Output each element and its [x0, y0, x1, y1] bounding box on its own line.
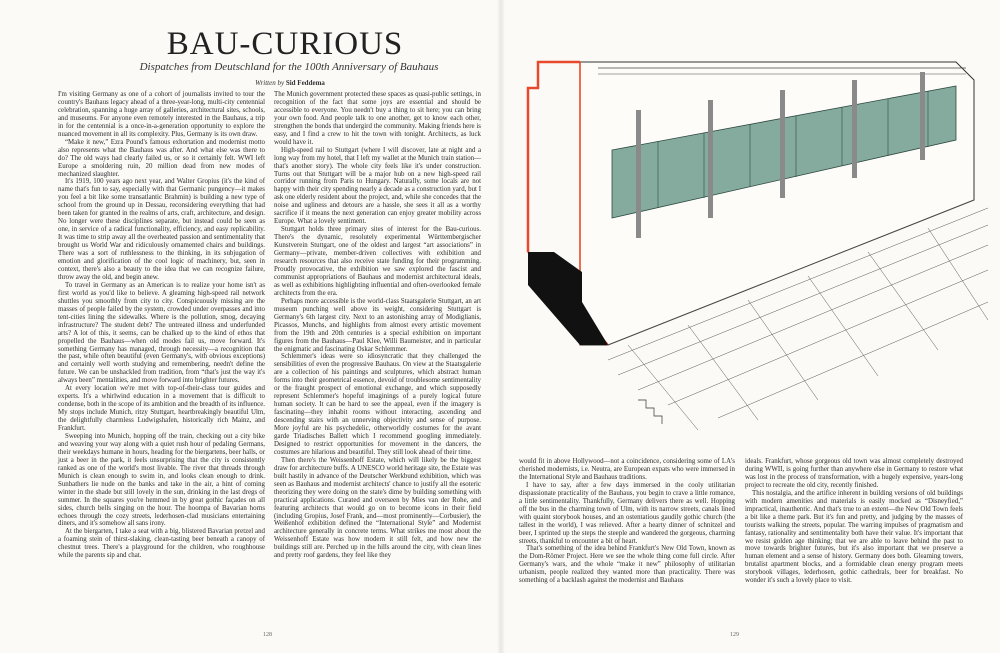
article-subtitle: Dispatches from Deutschland for the 100th Anniversary of Bauhaus [139, 61, 439, 73]
paragraph: Sweeping into Munich, hopping off the train, checking out a city bike and weaving your way along with a quiet rush hour of pedaling Germans, their weekdays humane in hours, heading for the biergartens, beer halls, or just a beer in the park, it feels unsurprising that the city is consistently ranked as one of the world's most livable. The river that threads through Munich is clean enough to swim in, and looks clean enough to drink. Sunbathers lie nude on the banks and take in the air, a hint of coming winter in the shade but still lovely in the sun, drinking in the last dregs of summer. In the squares you're hemmed in by great gothic façades on all sides, church bells singing on the hour. The hoompa of Bavarian horns echoes through the cozy streets, lederhosen-clad musicians entertaining diners, and it's somehow all sans irony. [58, 432, 265, 528]
text-column-3 [519, 458, 735, 618]
paragraph: Stuttgart holds three primary sites of interest for the Bau-curious. There's the dynamic, resolutely experimental Württembergischer Kunstverein Stuttgart, one of the oldest and largest “art associations” in Germany—private, member-driven collectives with exhibition and research resources that also receive state funding for their programming. Proudly provocative, the exhibition we saw explored the fascist and communist appropriations of Bauhaus and modernist architectural ideals, as well as exhibitions highlighting influential and often-overlooked female architects from the era. [274, 226, 481, 297]
paragraph: I have to say, after a few days immersed in the cooly utilitarian dispassionate practicality of the Bauhaus, you begin to crave a little romance, a little sentimentality. Thankfully, Germany delivers there as well. Hopping off the bus in the charming town of Ulm, with its narrow streets, canals lined with quaint storybook houses, and an ostentatious gaudily gothic church (the tallest in the world), I was relieved. After a hearty dinner of schnitzel and beer, I sprinted up the steps the steeple and wandered the gorgeous, charming streets, thankful to encounter a bit of heart. [519, 481, 735, 545]
bauhaus-building-illustration [518, 40, 988, 450]
text-column-1 [58, 91, 265, 616]
text-column-4 [745, 458, 963, 618]
page-number-left: 128 [263, 632, 272, 638]
paragraph: At the biergarten, I take a seat with a big, blistered Bavarian pretzel and a foaming stein of thirst-slaking, clean-tasting beer beneath a canopy of chestnut trees. There's a playground for the children, who roughhouse while the parents sip and chat. [58, 528, 265, 560]
paragraph: would fit in above Hollywood—not a coincidence, considering some of LA's cherished modernists, i.e. Neutra, are European expats who were immersed in the International Style and Bauhaus traditions. [519, 458, 735, 481]
red-frame-outline [528, 62, 580, 252]
paragraph: High-speed rail to Stuttgart (where I will discover, late at night and a long way from my hotel, that I left my wallet at the Munich train station—that's another story). The whole city feels like it's under construction. Turns out that Stuttgart will be a major hub on a new high-speed rail corridor running from Paris to Hungary. Naturally, some locals are not happy with their city spending nearly a decade as a construction yard, but I ask one elderly resident about the project, and, while she concedes that the noise and ugliness and detours are a hassle, she sees it all as a worthy sacrifice if it means the next generation can enjoy greater mobility across Europe. What a lovely sentiment. [274, 146, 481, 226]
paragraph: The Munich government protected these spaces as quasi-public settings, in recognition of the fact that some joys are essential and should be accessible to everyone. You needn't buy a thing to sit here; you can bring your own food. And people talk to one another, get to know each other, strengthen the bonds that undergird the community. Making friends here is easy, and I find a crew to hit the town with tonight. Architects, as luck would have it. [274, 91, 481, 146]
paragraph: I'm visiting Germany as one of a cohort of journalists invited to tour the country's Bauhaus legacy ahead of a three-year-long, multi-city centennial celebration, spanning a huge array of galleries, architectural sites, schools, and museums. For anyone even remotely interested in the Bauhaus, a trip in for the centennial is a once-in-a-generation opportunity to explore the nuanced movement in all its complexity. Plus, Germany is its own draw. [58, 91, 265, 138]
paragraph: That's something of the idea behind Frankfurt's New Old Town, known as the Dom-Römer Project. Here we see the whole thing come full circle. After Germany's wars, and the whole “make it new” philosophy of utilitarian urbanism, people realized they wanted more than practicality. There was something of a backlash against the modernist and Bauhaus [519, 545, 735, 585]
paragraph: Schlemmer's ideas were so idiosyncratic that they challenged the sensibilities of even the progressive Bauhaus. On view at the Staatsgalerie are a collection of his paintings and sculptures, which abstract human forms into their geometrical essence, devoid of troublesome sentimentality or the fraught prospect of emotional exchange, and which supposedly represent Schlemmer's hopeful imaginings of a purely logical future human society. It can be hard to see the appeal, even if the imagery is fascinating—they inhabit rooms without interacting, ascending and descending stairs with an unnerving objectivity and sense of purpose. More joyful are his psychedelic, otherworldly costumes for the avant garde Triadisches Ballett which I recommend googling immediately. Designed to restrict opportunities for movement in the dancers, the costumes are hilarious and beautiful. They still look ahead of their time. [274, 353, 481, 456]
paragraph: At every location we're met with top-of-their-class tour guides and experts. It's a whirlwind education in a movement that is difficult to condense, both in the scope of its ambition and the breadth of its influence. My stops include Munich, ritzy Stuttgart, heartbreakingly beautiful Ulm, the delightfully charmless Ludwigshafen, historically rich Mainz, and Frankfurt. [58, 385, 265, 433]
paragraph: Perhaps more accessible is the world-class Staatsgalerie Stuttgart, an art museum punching well above its weight, considering Stuttgart is Germany's 6th largest city. Next to an astonishing array of Modiglianis, Picassos, Munchs, and highlights from almost every artistic movement from the 19th and 20th centuries is a special exhibition on important figures from the Bauhaus—Paul Klee, Willi Baumeister, and in particular the enigmatic and fascinating Oskar Schlemmer. [274, 297, 481, 353]
page-number-right: 129 [730, 632, 739, 638]
paragraph: To travel in Germany as an American is to realize your home isn't as first world as you'd like to believe. A gleaming high-speed rail network shuttles you smoothly from city to city. Conspicuously missing are the masses of people failed by the system, crowded under overpasses and into tent-cities lining the sidewalks. Where is the pollution, smog, decaying infrastructure? The student debt? The untreated illness and underfunded arts? A lot of this, it seems, can be chalked up to the kind of ethos that propelled the Bauhaus—when old modes fail us, move forward. It's something Germany has managed, through necessity—a recognition that the past, while often beautiful (even Germany's, with obvious exceptions) and certainly well worth studying and remembering, needn't define the future. We can be unshackled from tradition, from “that's just the way it's always been” mentalities, and move forward into brighter futures. [58, 281, 265, 385]
paragraph: This nostalgia, and the artifice inherent in building versions of old buildings with modern amenities and materials is easily mocked as “Disneyfied,” impractical, inauthentic. And that's true to an extent—the New Old Town feels a bit like a theme park. But it's fun and pretty, and judging by the masses of tourists walking the streets, popular. The warring impulses of pragmatism and fantasy, rationality and sentimentality both have their value. It's important that we resist golden age thinking; that we are able to leave behind the past to move towards brighter futures, but it's also important that we preserve a human element and a sense of history. Germany does both. Gleaming towers, brutalist apartment blocks, and a formidable clean energy program meets storybook villages, lederhosen, gothic cathedrals, beer for breakfast. No wonder it's such a lovely place to visit. [745, 489, 963, 585]
paragraph: Then there's the Weissenhoff Estate, which will likely be the biggest draw for architecture buffs. A UNESCO world heritage site, the Estate was built hastily in advance of the Deutscher Werkbund exhibition, which was seen as Bauhaus and modernist architects' chance to justify all the esoteric theorizing they were doing on the state's dime by building something with practical applications. Curated and overseen by Mies van der Rohe, and featuring architects that would go on to become icons in their field (including Gropius, Josef Frank, and—most prominently—Corbusier), the Weißenhof exhibition defined the “International Style” and Modernist architecture generally in concrete terms. What strikes me most about the Weissenhoff Estate was how modern it still felt, and how new the buildings still are. Perched up in the hills around the city, with clean lines and pretty roof gardens, they feel like they [274, 456, 481, 560]
author-name: Sid Feddema [285, 79, 325, 87]
article-title: BAU-CURIOUS [166, 26, 404, 62]
byline-prefix: Written by [255, 79, 285, 87]
byline [190, 79, 390, 87]
text-column-2 [274, 91, 481, 560]
entry-steps [638, 400, 662, 424]
paragraph: “Make it new,” Ezra Pound's famous exhortation and modernist motto also represents what the Bauhaus was after. And what else was there to do? The old ways had clearly failed us, or so it certainly felt. WWI left Europe a smoldering ruin, 20 million dead from new modes of mechanized slaughter. [58, 138, 265, 178]
page-gutter [497, 0, 505, 653]
paragraph: It's 1919, 100 years ago next year, and Walter Gropius (it's the kind of name that's fun to say, especially with that Germanic pungency—it makes you feel a bit like some transatlantic Brahmin) is building a new type of school from the ground up in Dessau, reconsidering everything that had been taken for granted in the realms of arts, craft, architecture, and design. No longer were these disciplines separate, but instead could be seen as one, in service of a radical functionality, efficiency, and easy replicability. It was time to strip away all the overheated passion and sentimentality that brought us World War and ridiculously ornamented chairs and buildings. There was a sort of ruthlessness to the thinking, in its subjugation of emotion and glorification of the cool logic of machinery, but, seen in context, there's also a beauty to the idea that we can recognize failure, throw away the old, and begin anew. [58, 178, 265, 281]
paragraph: ideals. Frankfurt, whose gorgeous old town was almost completely destroyed during WWII, is going further than anywhere else in Germany to restore what was lost in the process of transformation, with a hugely expensive, years-long project to recreate the old city, recently finished. [745, 458, 963, 489]
